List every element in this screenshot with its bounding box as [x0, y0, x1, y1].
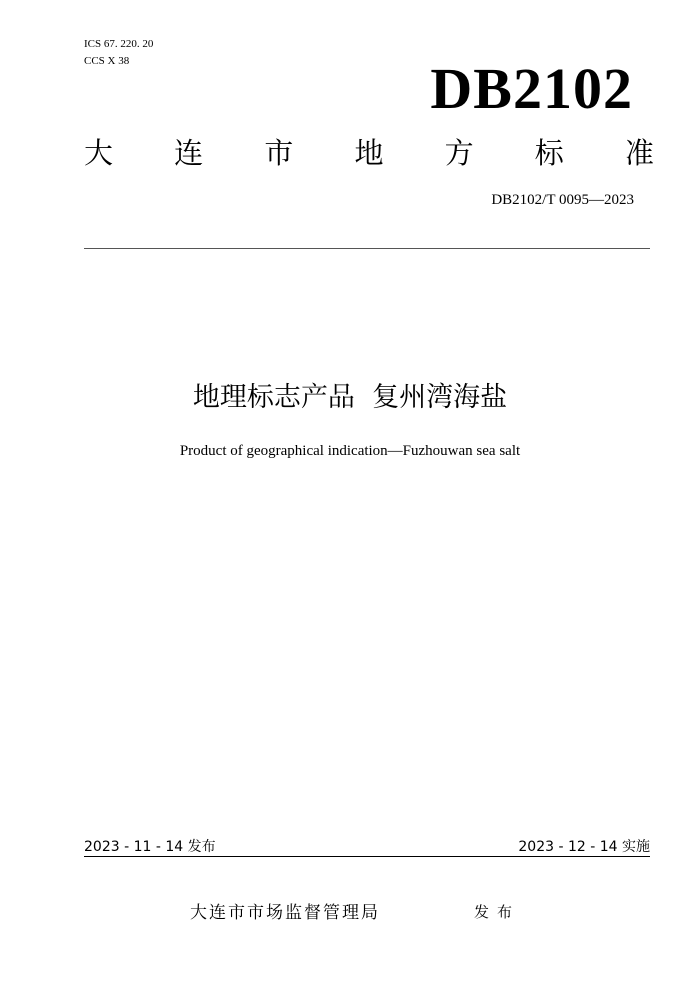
standard-type-char: 准	[624, 136, 654, 170]
english-title: Product of geographical indication—Fuzhouwan sea salt	[179, 443, 521, 459]
chinese-title: 地理标志产品 复州湾海盐	[192, 382, 508, 413]
issuing-authority: 大连市市场监督管理局	[190, 903, 380, 923]
standard-type-heading	[84, 135, 654, 171]
standard-type-char: 连	[174, 136, 204, 170]
standard-logo: DB2102	[430, 56, 633, 121]
standard-type-char: 方	[444, 136, 474, 170]
standard-type-char: 地	[354, 136, 384, 170]
publish-date: 2023 - 11 - 14 发布	[84, 839, 216, 855]
standard-number: DB2102/T 0095—2023	[491, 192, 634, 208]
header-divider	[84, 248, 650, 249]
ics-code: ICS 67. 220. 20	[84, 38, 154, 50]
standard-type-char: 大	[84, 136, 114, 170]
ccs-code: CCS X 38	[84, 55, 130, 67]
standard-type-char: 市	[264, 136, 294, 170]
issued-label: 发布	[474, 903, 521, 921]
footer-divider	[84, 856, 650, 857]
effective-date: 2023 - 12 - 14 实施	[518, 839, 650, 855]
standard-type-char: 标	[534, 136, 564, 170]
